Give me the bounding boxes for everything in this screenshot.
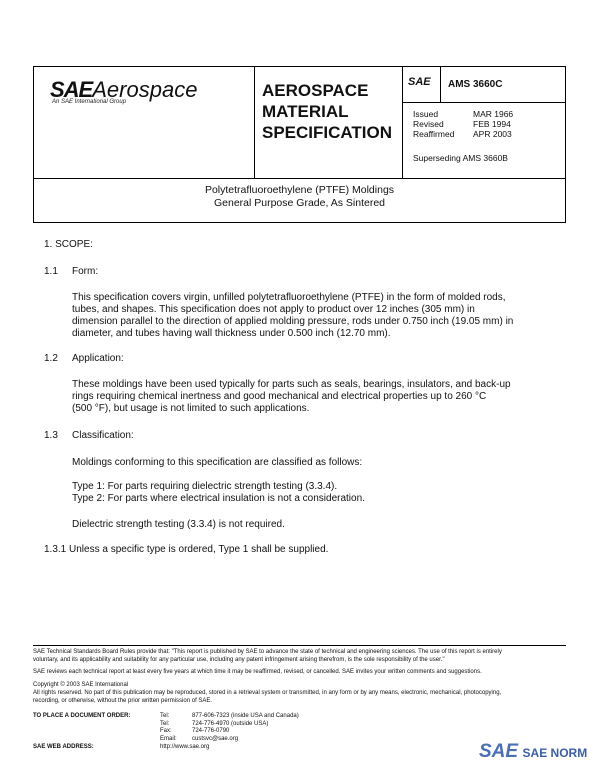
footer-rules: SAE Technical Standards Board Rules provide that: "This report is published by SAE to advance the state of technical and engineering sciences. The use of this report is entirely voluntary, and its applicability and suitability for any particular use, including any patent infringement arising therefrom, is the sole responsibility of the user." <box>33 649 502 663</box>
section-1-3-1: 1.3.1 Unless a specific type is ordered, Type 1 shall be supplied. <box>44 544 329 555</box>
sae-aerospace-logo: SAEAerospace <box>50 77 198 102</box>
spec-type-title: AEROSPACE MATERIAL SPECIFICATION <box>262 81 393 142</box>
sae-norm-text: SAE NORM <box>522 746 588 760</box>
section-1-heading: 1. SCOPE: <box>44 239 93 250</box>
section-1-3-title: Classification: <box>72 430 134 441</box>
web-link[interactable]: http://www.sae.org <box>160 744 210 750</box>
section-1-3-number: 1.3 <box>44 430 58 441</box>
type-2-item: Type 2: For parts where electrical insulation is not a consideration. <box>72 493 365 504</box>
date-block: Issued MAR 1966 Revised FEB 1994 Reaffirmed APR 2003 <box>413 109 514 139</box>
sae-norm-badge <box>479 741 587 763</box>
logo-subtitle: An SAE International Group <box>52 99 127 105</box>
section-1-1-title: Form: <box>72 266 99 277</box>
document-title: Polytetrafluoroethylene (PTFE) Moldings General Purpose Grade, As Sintered <box>33 179 566 223</box>
footer-divider <box>33 645 566 646</box>
section-1-2-text: These moldings have been used typically for parts such as seals, bearings, insulators, and back-up rings requiring chemical inertness and good mechanical and electrical properties up to 260 °C (500 °F), but usage is not limited to such applications. <box>72 379 511 414</box>
dielectric-note: Dielectric strength testing (3.3.4) is not required. <box>72 519 285 530</box>
footer-rights: All rights reserved. No part of this publication may be reproduced, stored in a retrieval system or transmitted, in any form or by any means, electronic, mechanical, photocopying, recording, or otherwise, without the prior written permission of SAE. <box>33 690 502 704</box>
web-label: SAE WEB ADDRESS: <box>33 744 94 750</box>
section-1-2-title: Application: <box>72 353 124 364</box>
section-1-1-number: 1.1 <box>44 266 58 277</box>
sae-badge-logo: SAE <box>479 741 519 762</box>
section-1-1-text: This specification covers virgin, unfilled polytetrafluoroethylene (PTFE) in the form of molded rods, tubes, and shapes. This specification does not apply to product over 12 inches (305 mm) in dimension parallel to the direction of applied molding pressure, rods under 0.750 inch (19.05 mm) in diameter, and tubes having wall thickness under 0.500 inch (12.70 mm). <box>72 292 514 339</box>
sae-mark: SAE <box>408 76 431 88</box>
section-1-3-text: Moldings conforming to this specification are classified as follows: <box>72 457 363 468</box>
footer-copyright: Copyright © 2003 SAE International <box>33 682 129 688</box>
contact-values: 877-606-7323 (inside USA and Canada) 724-776-4970 (outside USA) 724-776-0790 custsvc@sae.org <box>192 713 299 742</box>
type-1-item: Type 1: For parts requiring dielectric strength testing (3.3.4). <box>72 481 338 492</box>
contact-labels: Tel: Tel: Fax: Email: <box>160 713 177 742</box>
superseding-note: Superseding AMS 3660B <box>413 153 508 163</box>
header-box <box>33 66 566 179</box>
order-label: TO PLACE A DOCUMENT ORDER: <box>33 713 131 719</box>
footer-review: SAE reviews each technical report at least every five years at which time it may be reaffirmed, revised, or cancelled. SAE invites your written comments and suggestions. <box>33 669 482 675</box>
email-link[interactable]: custsvc@sae.org <box>192 735 239 742</box>
section-1-2-number: 1.2 <box>44 353 58 364</box>
document-number: AMS 3660C <box>448 79 503 90</box>
